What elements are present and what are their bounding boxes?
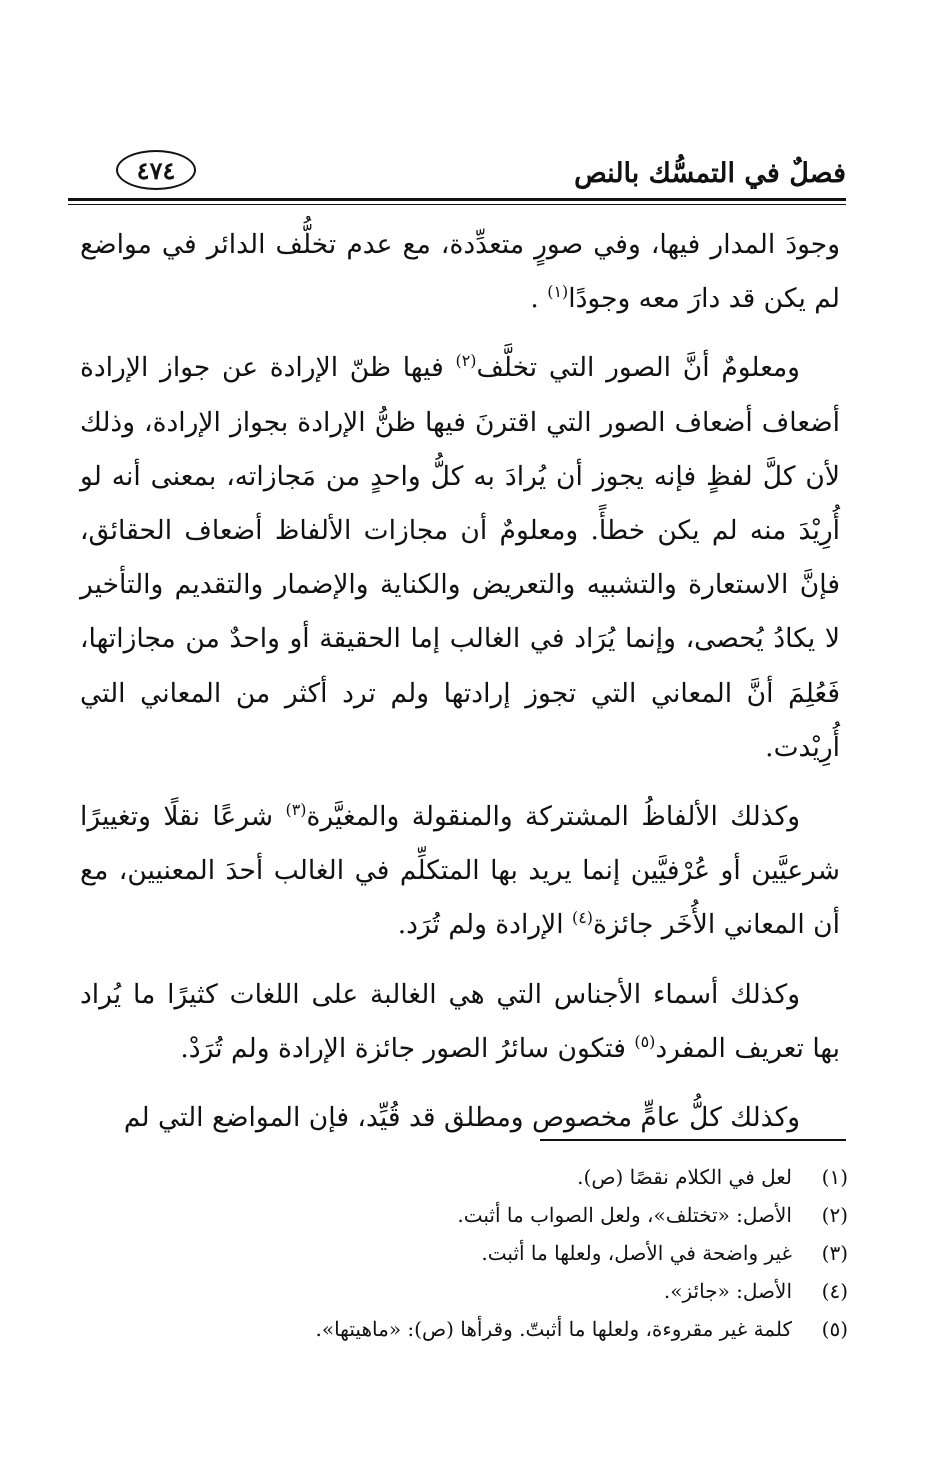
header-rule-thin xyxy=(68,204,846,205)
footnote-item: (٣) غير واضحة في الأصل، ولعلها ما أثبت. xyxy=(481,1241,848,1265)
footnote-item: (٥) كلمة غير مقروءة، ولعلها ما أثبتّ. وقرأها (ص): «ماهيتها». xyxy=(315,1317,848,1341)
footnotes xyxy=(88,1158,848,1348)
paragraph-1: وجودَ المدار فيها، وفي صورٍ متعدِّدة، مع عدم تخلُّف الدائر في مواضع لم يكن قد دارَ معه وجودًا$^{(١)}$ . xyxy=(80,229,840,315)
paragraph-2: ومعلومٌ أنَّ الصور التي تخلَّف$^{(٢)}$ فيها ظنّ الإرادة عن جواز الإرادة أضعاف أضعاف الصور التي اقترنَ فيها ظنُّ الإرادة بجواز الإرادة، وذلك لأن كلَّ لفظٍ فإنه يجوز أن يُرادَ به كلُّ واحدٍ من مَجازاته، بمعنى أنه لو أُرِيْدَ منه لم يكن خطأً. ومعلومٌ أن مجازات الألفاظ أضعاف الحقائق، فإنَّ الاستعارة والتشبيه والتعريض والكناية والإضمار والتقديم والتأخير لا يكادُ يُحصى، وإنما يُرَاد في الغالب إما الحقيقة أو واحدٌ من مجازاتها، فَعُلِمَ أنَّ المعاني التي تجوز إرادتها ولم ترد أكثر من المعاني التي أُرِيْدت. xyxy=(80,351,840,763)
footnote-item: (٤) الأصل: «جائز». xyxy=(663,1279,848,1303)
footnote-ref-5: (٥) xyxy=(634,1032,656,1052)
footnote-ref-3: (٣) xyxy=(285,800,307,820)
footnote-item: (١) لعل في الكلام نقصًا (ص). xyxy=(577,1165,848,1189)
footnote-ref-1: (١) xyxy=(547,282,569,302)
paragraph-5: وكذلك كلُّ عامٍّ مخصوص ومطلق قد قُيِّد، فإن المواضع التي لم xyxy=(123,1102,800,1134)
footnote-ref-4: (٤) xyxy=(572,908,593,928)
page-header xyxy=(68,150,846,200)
header-rule-thick xyxy=(68,198,846,201)
running-title: فصلٌ في التمسُّك بالنص xyxy=(574,158,846,189)
paragraph-3: وكذلك الألفاظُ المشتركة والمنقولة والمغيَّرة$^{(٣)}$ شرعًا نقلًا وتغييرًا شرعيَّين أو عُرْفيَّين إنما يريد بها المتكلِّم في الغالب أحدَ المعنيين، مع أن المعاني الأُخَر جائزة$^{(٤)}$ الإرادة ولم تُرَد. xyxy=(80,800,840,941)
main-text xyxy=(80,218,840,1160)
page-number: ٤٧٤ xyxy=(116,150,196,190)
footnote-ref-2: (٢) xyxy=(455,351,477,371)
footnote-separator xyxy=(540,1139,846,1141)
footnote-item: (٢) الأصل: «تختلف»، ولعل الصواب ما أثبت. xyxy=(457,1203,848,1227)
paragraph-4: وكذلك أسماء الأجناس التي هي الغالبة على اللغات كثيرًا ما يُراد بها تعريف المفرد$^{(٥)}$ فتكون سائرُ الصور جائزة الإرادة ولم تُرَدْ. xyxy=(80,978,840,1064)
